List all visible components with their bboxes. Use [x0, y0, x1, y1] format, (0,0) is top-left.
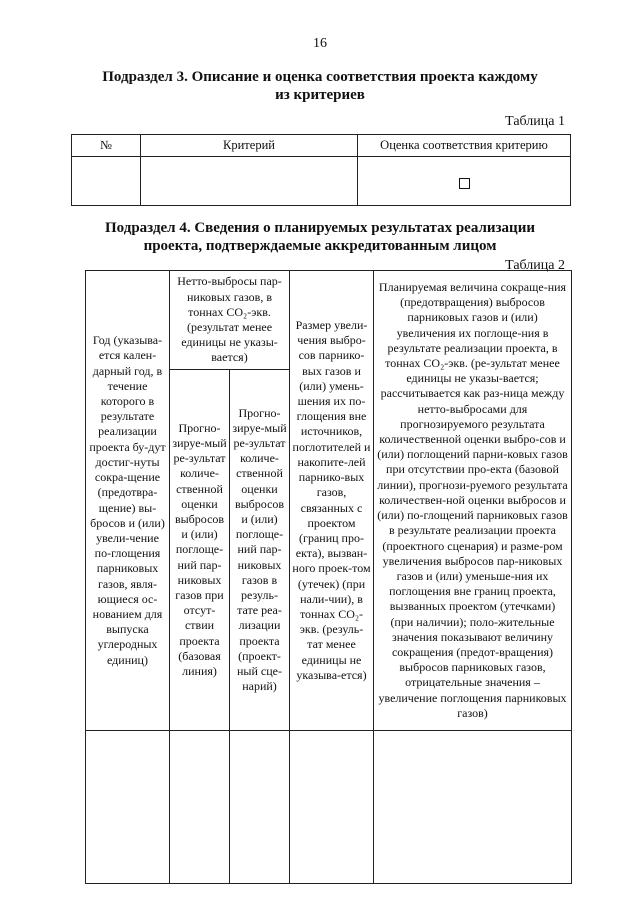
- empty-checkbox-icon[interactable]: [459, 178, 470, 189]
- section3-title: [60, 68, 580, 104]
- row-number-cell: [72, 157, 141, 206]
- table-cell: [290, 731, 374, 884]
- col-number-header: №: [72, 135, 141, 157]
- results-table: [85, 270, 572, 884]
- section4-title-line2: проекта, подтверждаемые аккредитованным лицом: [143, 238, 497, 254]
- table-row: [72, 157, 571, 206]
- table-header-row: [72, 135, 571, 157]
- section3-title-line1: Подраздел 3. Описание и оценка соответствия проекта каждому: [102, 69, 538, 85]
- table-cell: [374, 731, 572, 884]
- table-header-row: [86, 271, 572, 370]
- col-criterion-header: Критерий: [141, 135, 358, 157]
- col-leakage-header: Размер увели-чения выбро-сов парнико-вых газов и (или) умень-шения их по-глощения вне источников, поглотителей и накопите-лей парнико-вых газов, связанных с проектом (границ про-екта), вызван-ного проек-том (утечек) (при нали-чии), в тоннах CO₂-экв. (резуль-тат менее единицы не указыва-ется): [290, 271, 374, 731]
- col-netto-baseline-header: Прогно-зируе-мый ре-зультат количе-ственной оценки выбросов и (или) поглоще-ний пар-никовых газов при отсут-ствии проекта (базовая линия): [170, 370, 230, 731]
- col-year-header: Год (указыва-ется кален-дарный год, в течение которого в результате реализации проекта бу-дут достиг-нуты сокра-щение (предотвра-щение) вы-бросов и (или) увели-чение по-глощения парниковых газов, явля-ющиеся ос-нованием для выпуска углеродных единиц): [86, 271, 170, 731]
- section4-title: [60, 219, 580, 255]
- col-planned-header: Планируемая величина сокраще-ния (предотвращения) выбросов парниковых газов и (или) увеличения их поглоще-ния в результате реализации проекта, в тоннах CO₂-экв. (ре-зультат менее единицы не указы-вается; рассчитывается как раз-ница между нетто-выбросами для прогнозируемого результата количественной оценки выбро-сов и (или) поглощений парни-ковых газов при отсутствии про-екта (базовой линии), прогнози-руемого результата количествен-ной оценки выбросов и (или) по-глощений парниковых газов в результате реализации проекта (проектного сценария) и разме-ром увеличения выбросов пар-никовых газов и (или) уменьше-ния их поглощения вне границ проекта, вызванных проектом (утечками) (при наличии); поло-жительные значения показывают величину сокращения (предот-вращения) выбросов парниковых газов, отрицательные значения – увеличение поглощения парниковых газов): [374, 271, 572, 731]
- page-number: 16: [313, 36, 327, 51]
- row-assessment-cell: [358, 157, 571, 206]
- section4-title-line1: Подраздел 4. Сведения о планируемых результатах реализации: [105, 220, 535, 236]
- table-cell: [170, 731, 230, 884]
- col-netto-header: Нетто-выбросы пар-никовых газов, в тоннах CO₂-экв. (результат менее единицы не указы-вается): [170, 271, 290, 370]
- col-assessment-header: Оценка соответствия критерию: [358, 135, 571, 157]
- row-criterion-cell: [141, 157, 358, 206]
- table-cell: [230, 731, 290, 884]
- table-row: [86, 731, 572, 884]
- criteria-table: [71, 134, 571, 206]
- table1-label: Таблица 1: [505, 114, 565, 129]
- section3-title-line2: из критериев: [275, 87, 365, 103]
- table2-label: Таблица 2: [505, 258, 565, 273]
- col-netto-project-header: Прогно-зируе-мый ре-зультат количе-ственной оценки выбросов и (или) поглоще-ний пар-никовых газов в резуль-тате реа-лизации проекта (проект-ный сце-нарий): [230, 370, 290, 731]
- table-cell: [86, 731, 170, 884]
